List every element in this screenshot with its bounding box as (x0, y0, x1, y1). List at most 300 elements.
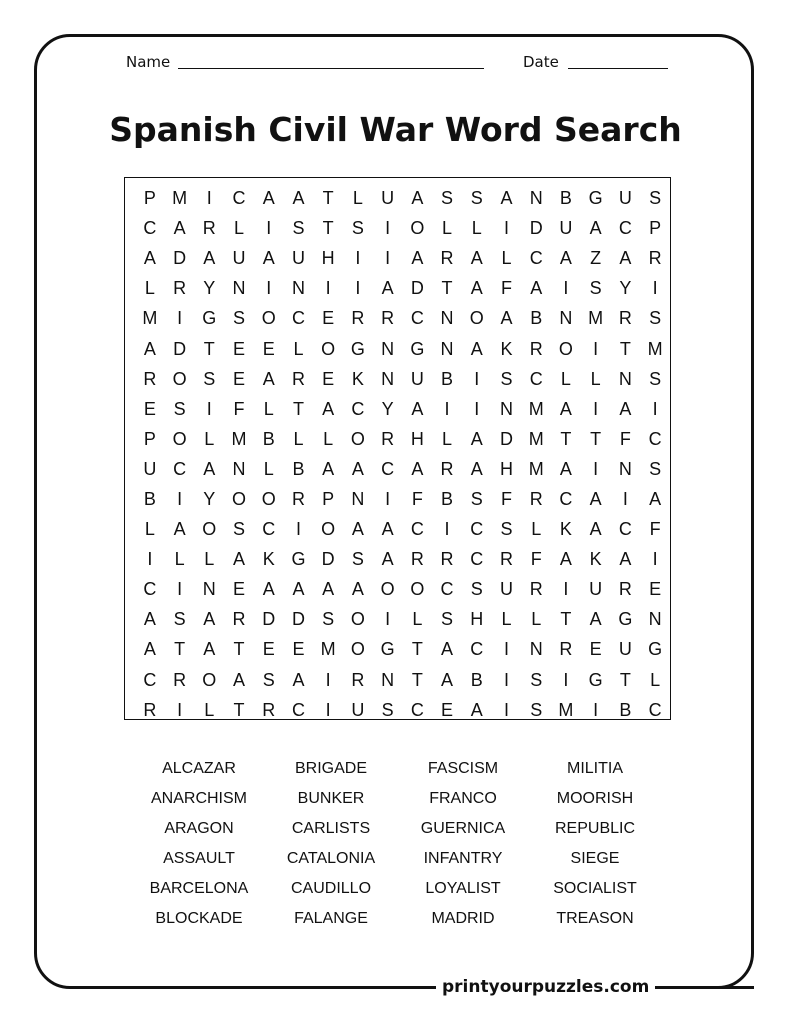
grid-letter[interactable]: A (589, 519, 602, 540)
grid-letter[interactable]: I (503, 669, 509, 690)
grid-letter[interactable]: A (233, 549, 246, 570)
grid-letter[interactable]: E (322, 368, 335, 389)
grid-letter[interactable]: C (529, 248, 543, 269)
grid-letter[interactable]: A (559, 248, 572, 269)
grid-letter[interactable]: I (503, 699, 509, 720)
grid-letter[interactable]: S (500, 519, 513, 540)
grid-letter[interactable]: R (440, 248, 454, 269)
grid-letter[interactable]: B (619, 699, 632, 720)
grid-letter[interactable]: D (499, 428, 513, 449)
grid-letter[interactable]: S (381, 699, 394, 720)
grid-letter[interactable]: S (173, 609, 186, 630)
grid-letter[interactable]: E (233, 368, 246, 389)
grid-letter[interactable]: L (650, 669, 661, 690)
grid-letter[interactable]: O (469, 308, 484, 329)
grid-letter[interactable]: B (143, 488, 156, 509)
grid-letter[interactable]: S (292, 218, 305, 239)
grid-letter[interactable]: S (351, 218, 364, 239)
grid-letter[interactable]: A (351, 579, 364, 600)
grid-letter[interactable]: A (381, 549, 394, 570)
date-line[interactable] (568, 68, 668, 69)
grid-letter[interactable]: K (351, 368, 364, 389)
grid-letter[interactable]: B (470, 669, 483, 690)
grid-letter[interactable]: A (143, 338, 156, 359)
grid-letter[interactable]: T (560, 609, 572, 630)
grid-letter[interactable]: A (470, 278, 483, 299)
grid-letter[interactable]: I (177, 488, 183, 509)
grid-letter[interactable]: L (263, 458, 274, 479)
grid-letter[interactable]: R (143, 699, 157, 720)
grid-letter[interactable]: K (262, 549, 275, 570)
grid-letter[interactable]: I (266, 278, 272, 299)
grid-letter[interactable]: N (529, 188, 543, 209)
grid-letter[interactable]: A (292, 669, 305, 690)
name-line[interactable] (178, 68, 484, 69)
grid-letter[interactable]: A (322, 458, 335, 479)
grid-letter[interactable]: O (261, 488, 276, 509)
grid-letter[interactable]: L (174, 549, 185, 570)
grid-letter[interactable]: T (411, 639, 423, 660)
grid-letter[interactable]: P (649, 218, 662, 239)
grid-letter[interactable]: S (173, 398, 186, 419)
grid-letter[interactable]: O (202, 519, 217, 540)
grid-letter[interactable]: Y (203, 278, 216, 299)
grid-letter[interactable]: R (351, 308, 365, 329)
grid-letter[interactable]: R (143, 368, 157, 389)
grid-letter[interactable]: N (381, 368, 395, 389)
grid-letter[interactable]: I (385, 248, 391, 269)
grid-letter[interactable]: H (410, 428, 424, 449)
grid-letter[interactable]: I (593, 338, 599, 359)
grid-letter[interactable]: I (563, 669, 569, 690)
grid-letter[interactable]: N (529, 639, 543, 660)
grid-letter[interactable]: M (588, 308, 604, 329)
grid-letter[interactable]: C (529, 368, 543, 389)
grid-letter[interactable]: R (202, 218, 216, 239)
grid-letter[interactable]: M (528, 428, 544, 449)
grid-letter[interactable]: A (322, 398, 335, 419)
grid-letter[interactable]: I (325, 278, 331, 299)
grid-letter[interactable]: M (231, 428, 247, 449)
grid-letter[interactable]: R (529, 338, 543, 359)
grid-letter[interactable]: N (381, 669, 395, 690)
grid-letter[interactable]: A (470, 699, 483, 720)
grid-letter[interactable]: R (291, 488, 305, 509)
grid-letter[interactable]: C (143, 669, 157, 690)
grid-letter[interactable]: M (647, 338, 663, 359)
grid-letter[interactable]: A (411, 248, 424, 269)
grid-letter[interactable]: T (233, 639, 245, 660)
grid-letter[interactable]: L (204, 699, 215, 720)
grid-letter[interactable]: U (232, 248, 246, 269)
grid-letter[interactable]: C (440, 579, 454, 600)
grid-letter[interactable]: P (143, 188, 156, 209)
grid-letter[interactable]: O (558, 338, 573, 359)
grid-letter[interactable]: I (385, 488, 391, 509)
grid-letter[interactable]: K (559, 519, 572, 540)
grid-letter[interactable]: D (291, 609, 305, 630)
grid-letter[interactable]: A (589, 218, 602, 239)
grid-letter[interactable]: E (233, 579, 246, 600)
grid-letter[interactable]: T (619, 338, 631, 359)
grid-letter[interactable]: G (291, 549, 306, 570)
grid-letter[interactable]: I (593, 458, 599, 479)
grid-letter[interactable]: R (410, 549, 424, 570)
grid-letter[interactable]: U (410, 368, 424, 389)
grid-letter[interactable]: L (501, 609, 512, 630)
grid-letter[interactable]: C (143, 579, 157, 600)
grid-letter[interactable]: S (322, 609, 335, 630)
grid-letter[interactable]: T (203, 338, 215, 359)
grid-letter[interactable]: L (412, 609, 423, 630)
grid-letter[interactable]: O (172, 428, 187, 449)
grid-letter[interactable]: A (559, 398, 572, 419)
grid-letter[interactable]: S (649, 368, 662, 389)
grid-letter[interactable]: I (206, 398, 212, 419)
grid-letter[interactable]: E (262, 639, 275, 660)
grid-letter[interactable]: T (233, 699, 245, 720)
grid-letter[interactable]: U (381, 188, 395, 209)
grid-letter[interactable]: N (440, 308, 454, 329)
grid-letter[interactable]: R (381, 428, 395, 449)
grid-letter[interactable]: I (474, 368, 480, 389)
grid-letter[interactable]: A (173, 519, 186, 540)
grid-letter[interactable]: N (440, 338, 454, 359)
grid-letter[interactable]: I (652, 278, 658, 299)
grid-letter[interactable]: R (173, 278, 187, 299)
grid-letter[interactable]: F (233, 398, 245, 419)
grid-letter[interactable]: N (351, 488, 365, 509)
grid-letter[interactable]: I (325, 699, 331, 720)
grid-letter[interactable]: A (411, 458, 424, 479)
grid-letter[interactable]: I (503, 639, 509, 660)
grid-letter[interactable]: C (173, 458, 187, 479)
grid-letter[interactable]: I (177, 308, 183, 329)
grid-letter[interactable]: Z (590, 248, 602, 269)
grid-letter[interactable]: E (292, 639, 305, 660)
grid-letter[interactable]: A (292, 188, 305, 209)
grid-letter[interactable]: I (563, 579, 569, 600)
grid-letter[interactable]: R (291, 368, 305, 389)
grid-letter[interactable]: S (649, 458, 662, 479)
grid-letter[interactable]: B (559, 188, 572, 209)
grid-letter[interactable]: A (233, 669, 246, 690)
grid-letter[interactable]: S (500, 368, 513, 389)
grid-letter[interactable]: A (262, 368, 275, 389)
grid-letter[interactable]: U (618, 188, 632, 209)
grid-letter[interactable]: L (204, 428, 215, 449)
grid-letter[interactable]: I (444, 519, 450, 540)
grid-letter[interactable]: A (470, 428, 483, 449)
grid-letter[interactable]: A (262, 579, 275, 600)
grid-letter[interactable]: C (262, 519, 276, 540)
grid-letter[interactable]: N (648, 609, 662, 630)
grid-letter[interactable]: O (321, 338, 336, 359)
grid-letter[interactable]: F (411, 488, 423, 509)
grid-letter[interactable]: A (559, 458, 572, 479)
grid-letter[interactable]: G (380, 639, 395, 660)
grid-letter[interactable]: L (471, 218, 482, 239)
grid-letter[interactable]: A (470, 248, 483, 269)
grid-letter[interactable]: D (262, 609, 276, 630)
grid-letter[interactable]: O (321, 519, 336, 540)
grid-letter[interactable]: I (266, 218, 272, 239)
grid-letter[interactable]: A (619, 549, 632, 570)
grid-letter[interactable]: S (470, 188, 483, 209)
grid-letter[interactable]: R (618, 579, 632, 600)
grid-letter[interactable]: T (322, 218, 334, 239)
grid-letter[interactable]: Y (619, 278, 632, 299)
grid-letter[interactable]: R (499, 549, 513, 570)
grid-letter[interactable]: A (619, 248, 632, 269)
grid-letter[interactable]: A (649, 488, 662, 509)
grid-letter[interactable]: F (649, 519, 661, 540)
grid-letter[interactable]: I (177, 579, 183, 600)
grid-letter[interactable]: O (410, 579, 425, 600)
grid-letter[interactable]: A (203, 458, 216, 479)
grid-letter[interactable]: C (351, 398, 365, 419)
grid-letter[interactable]: F (619, 428, 631, 449)
grid-letter[interactable]: G (588, 188, 603, 209)
grid-letter[interactable]: A (143, 248, 156, 269)
grid-letter[interactable]: R (173, 669, 187, 690)
grid-letter[interactable]: I (652, 398, 658, 419)
grid-letter[interactable]: O (350, 428, 365, 449)
grid-letter[interactable]: O (380, 579, 395, 600)
grid-letter[interactable]: A (203, 639, 216, 660)
grid-letter[interactable]: M (320, 639, 336, 660)
grid-letter[interactable]: I (385, 218, 391, 239)
grid-letter[interactable]: I (503, 218, 509, 239)
grid-letter[interactable]: N (559, 308, 573, 329)
grid-letter[interactable]: G (588, 669, 603, 690)
grid-letter[interactable]: A (173, 218, 186, 239)
grid-letter[interactable]: S (470, 579, 483, 600)
grid-letter[interactable]: E (262, 338, 275, 359)
grid-letter[interactable]: R (529, 488, 543, 509)
grid-letter[interactable]: C (410, 699, 424, 720)
grid-letter[interactable]: A (559, 549, 572, 570)
grid-letter[interactable]: A (470, 458, 483, 479)
grid-letter[interactable]: S (203, 368, 216, 389)
grid-letter[interactable]: A (530, 278, 543, 299)
grid-letter[interactable]: C (232, 188, 246, 209)
grid-letter[interactable]: C (559, 488, 573, 509)
grid-letter[interactable]: B (441, 488, 454, 509)
grid-letter[interactable]: N (618, 458, 632, 479)
grid-letter[interactable]: S (649, 188, 662, 209)
grid-letter[interactable]: A (589, 609, 602, 630)
grid-letter[interactable]: S (441, 609, 454, 630)
grid-letter[interactable]: O (261, 308, 276, 329)
grid-letter[interactable]: A (262, 188, 275, 209)
grid-letter[interactable]: A (203, 248, 216, 269)
grid-letter[interactable]: G (648, 639, 663, 660)
grid-letter[interactable]: G (410, 338, 425, 359)
grid-letter[interactable]: I (563, 278, 569, 299)
grid-letter[interactable]: L (560, 368, 571, 389)
grid-letter[interactable]: A (203, 609, 216, 630)
grid-letter[interactable]: I (593, 398, 599, 419)
grid-letter[interactable]: L (263, 398, 274, 419)
grid-letter[interactable]: C (648, 699, 662, 720)
grid-letter[interactable]: G (350, 338, 365, 359)
grid-letter[interactable]: E (649, 579, 662, 600)
grid-letter[interactable]: D (173, 338, 187, 359)
grid-letter[interactable]: C (291, 699, 305, 720)
grid-letter[interactable]: S (351, 549, 364, 570)
grid-letter[interactable]: C (143, 218, 157, 239)
grid-letter[interactable]: E (322, 308, 335, 329)
grid-letter[interactable]: R (648, 248, 662, 269)
grid-letter[interactable]: L (531, 519, 542, 540)
grid-letter[interactable]: K (589, 549, 602, 570)
grid-letter[interactable]: N (381, 338, 395, 359)
grid-letter[interactable]: U (351, 699, 365, 720)
grid-letter[interactable]: I (355, 278, 361, 299)
grid-letter[interactable]: P (322, 488, 335, 509)
grid-letter[interactable]: C (410, 519, 424, 540)
grid-letter[interactable]: C (381, 458, 395, 479)
grid-letter[interactable]: S (589, 278, 602, 299)
grid-letter[interactable]: A (292, 579, 305, 600)
grid-letter[interactable]: K (500, 338, 513, 359)
grid-letter[interactable]: E (143, 398, 156, 419)
grid-letter[interactable]: M (142, 308, 158, 329)
grid-letter[interactable]: R (262, 699, 276, 720)
grid-letter[interactable]: O (350, 639, 365, 660)
grid-letter[interactable]: L (442, 428, 453, 449)
grid-letter[interactable]: S (233, 308, 246, 329)
grid-letter[interactable]: Y (381, 398, 394, 419)
grid-letter[interactable]: U (618, 639, 632, 660)
grid-letter[interactable]: A (262, 248, 275, 269)
grid-letter[interactable]: O (202, 669, 217, 690)
grid-letter[interactable]: O (232, 488, 247, 509)
grid-letter[interactable]: R (440, 458, 454, 479)
grid-letter[interactable]: I (385, 609, 391, 630)
grid-letter[interactable]: I (355, 248, 361, 269)
grid-letter[interactable]: C (470, 639, 484, 660)
grid-letter[interactable]: M (558, 699, 574, 720)
grid-letter[interactable]: T (322, 188, 334, 209)
grid-letter[interactable]: C (648, 428, 662, 449)
grid-letter[interactable]: I (325, 669, 331, 690)
grid-letter[interactable]: A (143, 609, 156, 630)
grid-letter[interactable]: A (381, 519, 394, 540)
grid-letter[interactable]: R (232, 609, 246, 630)
grid-letter[interactable]: N (618, 368, 632, 389)
grid-letter[interactable]: G (202, 308, 217, 329)
grid-letter[interactable]: Y (203, 488, 216, 509)
grid-letter[interactable]: A (411, 188, 424, 209)
grid-letter[interactable]: H (321, 248, 335, 269)
grid-letter[interactable]: L (590, 368, 601, 389)
grid-letter[interactable]: E (589, 639, 602, 660)
grid-letter[interactable]: A (351, 458, 364, 479)
grid-letter[interactable]: N (291, 278, 305, 299)
grid-letter[interactable]: S (441, 188, 454, 209)
grid-letter[interactable]: E (441, 699, 454, 720)
grid-letter[interactable]: T (441, 278, 453, 299)
grid-letter[interactable]: N (232, 458, 246, 479)
grid-letter[interactable]: A (322, 579, 335, 600)
grid-letter[interactable]: T (411, 669, 423, 690)
grid-letter[interactable]: T (292, 398, 304, 419)
grid-letter[interactable]: C (410, 308, 424, 329)
grid-letter[interactable]: F (530, 549, 542, 570)
grid-letter[interactable]: I (444, 398, 450, 419)
grid-letter[interactable]: I (474, 398, 480, 419)
grid-letter[interactable]: F (500, 278, 512, 299)
grid-letter[interactable]: R (440, 549, 454, 570)
grid-letter[interactable]: M (528, 458, 544, 479)
grid-letter[interactable]: I (622, 488, 628, 509)
grid-letter[interactable]: T (619, 669, 631, 690)
grid-letter[interactable]: L (531, 609, 542, 630)
grid-letter[interactable]: H (499, 458, 513, 479)
grid-letter[interactable]: L (293, 338, 304, 359)
grid-letter[interactable]: O (410, 218, 425, 239)
grid-letter[interactable]: H (470, 609, 484, 630)
grid-letter[interactable]: T (174, 639, 186, 660)
grid-letter[interactable]: D (321, 549, 335, 570)
grid-letter[interactable]: I (295, 519, 301, 540)
grid-letter[interactable]: A (500, 188, 513, 209)
grid-letter[interactable]: A (470, 338, 483, 359)
grid-letter[interactable]: B (530, 308, 543, 329)
grid-letter[interactable]: A (351, 519, 364, 540)
grid-letter[interactable]: S (649, 308, 662, 329)
grid-letter[interactable]: N (232, 278, 246, 299)
grid-letter[interactable]: A (143, 639, 156, 660)
grid-letter[interactable]: R (351, 669, 365, 690)
grid-letter[interactable]: I (177, 699, 183, 720)
grid-letter[interactable]: N (499, 398, 513, 419)
grid-letter[interactable]: B (292, 458, 305, 479)
grid-letter[interactable]: M (172, 188, 188, 209)
grid-letter[interactable]: L (144, 519, 155, 540)
grid-letter[interactable]: S (262, 669, 275, 690)
grid-letter[interactable]: L (144, 278, 155, 299)
grid-letter[interactable]: D (529, 218, 543, 239)
grid-letter[interactable]: L (234, 218, 245, 239)
grid-letter[interactable]: A (589, 488, 602, 509)
grid-letter[interactable]: S (530, 699, 543, 720)
grid-letter[interactable]: L (442, 218, 453, 239)
grid-letter[interactable]: F (500, 488, 512, 509)
grid-letter[interactable]: R (618, 308, 632, 329)
grid-letter[interactable]: L (352, 188, 363, 209)
grid-letter[interactable]: R (381, 308, 395, 329)
grid-letter[interactable]: T (560, 428, 572, 449)
grid-letter[interactable]: L (204, 549, 215, 570)
grid-letter[interactable]: E (233, 338, 246, 359)
grid-letter[interactable]: R (529, 579, 543, 600)
grid-letter[interactable]: I (147, 549, 153, 570)
grid-letter[interactable]: S (470, 488, 483, 509)
grid-letter[interactable]: L (501, 248, 512, 269)
grid-letter[interactable]: C (618, 218, 632, 239)
grid-letter[interactable]: U (559, 218, 573, 239)
grid-letter[interactable]: G (618, 609, 633, 630)
grid-letter[interactable]: C (470, 519, 484, 540)
grid-letter[interactable]: A (381, 278, 394, 299)
grid-letter[interactable]: A (500, 308, 513, 329)
grid-letter[interactable]: I (593, 699, 599, 720)
grid-letter[interactable]: L (323, 428, 334, 449)
grid-letter[interactable]: A (441, 669, 454, 690)
